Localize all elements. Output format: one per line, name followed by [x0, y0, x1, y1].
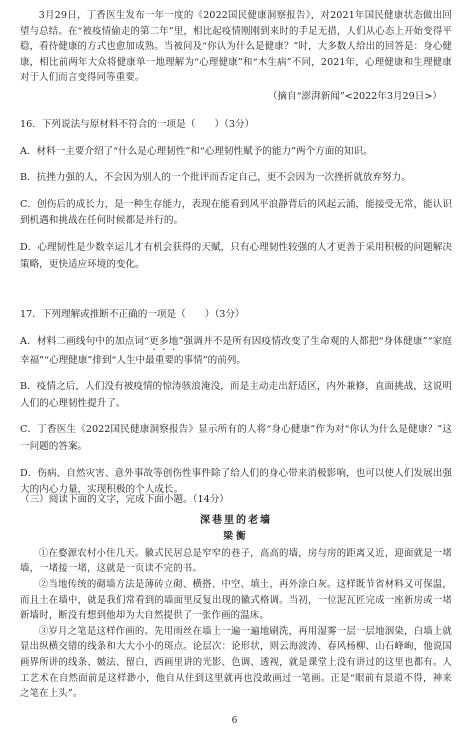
- question-16-stem: 16．下列说法与原材料不符合的一项是（ ）（3分）: [20, 119, 255, 130]
- passage-source: （摘自“澎湃新闻”<2022年3月29日>）: [267, 90, 442, 102]
- article-author: 梁衡: [223, 531, 249, 543]
- reading-material-passage: [20, 8, 452, 106]
- question-17-option-c: C．丁香医生《2022国民健康洞察报告》显示所有的人将“身心健康”作为对“你认为什么是健康？”这一问题的答案。: [20, 424, 452, 452]
- article-paragraph-3: ③岁月之笔是这样作画的。先用雨丝在墙上一遍一遍地刷洗，再用湿雾一层一层地洇染，白墙上就显出纵横交错的线条和大大小小的斑点。论层次：论形状，则云海波涛、春风杨柳、山石峰峋，他说国画界所讲的线条、皴法、留白，西画里讲的光影、色调、透视，就是课堂上没有讲过的这里也都有。人工艺术在自然面前是这样渺小，他自从住到这里就再也没敢画过一笔画。正是“眼前有景道不得，神来之笔在上头”。: [20, 625, 452, 700]
- passage-paragraph: 3月29日，丁香医生发布一年一度的《2022国民健康洞察报告》，对2021年国民健康状态做出回望与总结。在“被疫情偷走的第二年”里，相比起疫情刚刚到来时的手足无措，人们从心态上开始变得平稳，看待健康的方式也愈加成熟。当被问及“你认为什么是健康？”时，大多数人给出的回答是：身心健康，相比前两年大众将健康单一地理解为“心理健康”和“木生病”不同，2021年，心理健康和生理健康对于人们而言变得同等重要。: [20, 10, 452, 84]
- section-3: [20, 492, 452, 702]
- question-16-option-a: A．材料一主要介绍了“什么是心理韧性”和“心理韧性赋予的能力”两个方面的知识。: [20, 145, 373, 157]
- question-17: [20, 307, 452, 499]
- question-16-option-c: C．创伤后的成长力，是一种生存能力，表现在能看到风平浪静背后的风起云涌，能接受无常，能认识到机遇和挑战在任何时候都是并行的。: [20, 198, 452, 227]
- section-3-heading: （三）阅读下面的文字，完成下面小题。（14分）: [20, 494, 229, 505]
- option-a-dotted-words: 更多地: [149, 335, 179, 347]
- article-title: 深巷里的老墙: [200, 514, 272, 526]
- question-17-option-d: D．伤病、自然灾害、意外事故等创伤性事件除了给人们的身心带来消极影响，也可以使人们发展出强大的内心力量，实现积极的个人成长。: [20, 467, 452, 496]
- page-number: 6: [231, 716, 238, 726]
- article-paragraph-2: ②当地传统的砌墙方法是薄砖立砌、横搭、中空、填土，再外涂白灰。这样既节省材料又可保温，而且土在墙中，就是我们常看到的墙面里反复出现的徽式格调。当初，一位泥瓦匠完成一座新房或一堵新墙时，断没有想到他却为大自然提供了一张作画的温床。: [20, 578, 452, 622]
- question-16-option-b: B．抗挫力强的人，不会因为别人的一个批评而否定自己，更不会因为一次挫折就放弃努力。: [20, 172, 411, 184]
- option-a-text-before: A．材料二画线句中的加点词“: [20, 335, 150, 347]
- question-16-option-d: D．心理韧性是少数幸运儿才有机会获得的天赋，只有心理韧性较强的人才更善于采用积极的问题解决策略，更快适应环境的变化。: [20, 241, 452, 270]
- question-16: [20, 117, 452, 273]
- article-paragraph-1: ①在婺源农村小住几天。徽式民居总是窄窄的巷子，高高的墙，房与房的距离又近，迎面就是一堵墙，一堵接一堵，这就是一页读不完的书。: [20, 547, 452, 575]
- question-17-stem: 17．下列理解或推断不正确的一项是（ ）（3分）: [20, 309, 245, 320]
- option-a-text-after: ”强调并不是所有因疫情改变了生命观的人都把“身体健康”“家庭幸福”“心理健康”排到“人生中最重要的事情”的前列。: [20, 335, 452, 366]
- question-17-option-b: B．疫情之后，人们没有被疫情的惊涛骇浪淹没，而是主动走出舒适区，内外兼修，直面挑战，这说明人们的心理韧性提升了。: [20, 381, 452, 409]
- question-17-option-a: [20, 334, 452, 370]
